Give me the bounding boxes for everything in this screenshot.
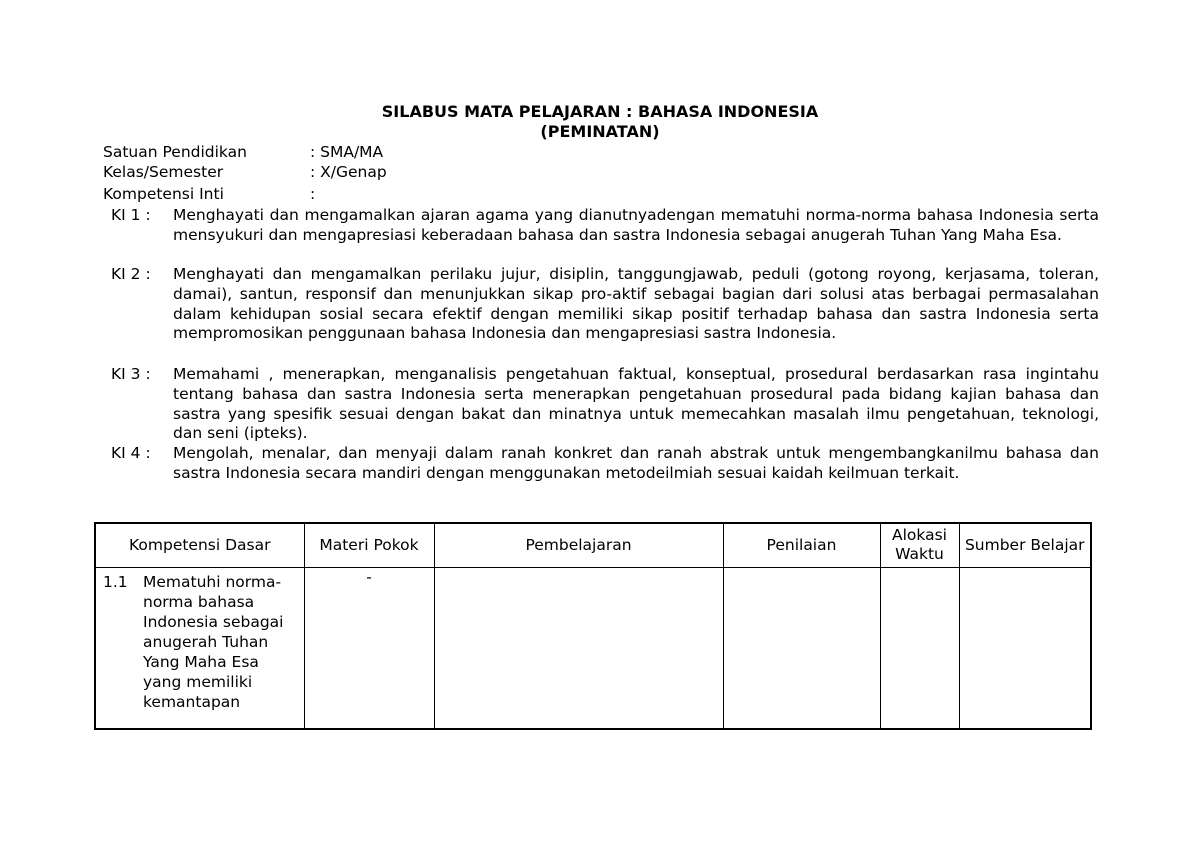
document-subtitle: (PEMINATAN) xyxy=(540,122,660,141)
header-sumber-belajar: Sumber Belajar xyxy=(959,523,1091,567)
ki-text: Menghayati dan mengamalkan perilaku jujur, disiplin, tanggungjawab, peduli (gotong royong, kerjasama, toleran, damai), santun, responsif dan menunjukkan sikap pro-aktif sebagai bagian dari solusi atas berbagai permasalahan dalam kehidupan sosial secara efektif dengan memiliki sikap positif terhadap bahasa dan sastra Indonesia serta mempromosikan penggunaan bahasa Indonesia dan mengapresiasi sastra Indonesia. xyxy=(173,265,1099,343)
cell-penilaian xyxy=(723,567,880,729)
ki-item-2 xyxy=(111,265,1099,344)
header-kompetensi-dasar: Kompetensi Dasar xyxy=(95,523,304,567)
info-label: Kompetensi Inti xyxy=(103,185,224,203)
table-row xyxy=(95,567,1091,729)
syllabus-table xyxy=(94,522,1092,730)
cell-alokasi-waktu xyxy=(880,567,959,729)
document-title: SILABUS MATA PELAJARAN : BAHASA INDONESIA xyxy=(381,102,819,121)
table-header-row xyxy=(95,523,1091,567)
info-label: Kelas/Semester xyxy=(103,163,224,181)
ki-code: KI 4 : xyxy=(111,444,151,462)
ki-item-3 xyxy=(111,365,1099,444)
header-materi-pokok: Materi Pokok xyxy=(304,523,434,567)
header-alokasi-waktu: Alokasi Waktu xyxy=(880,523,959,567)
cell-materi-pokok: - xyxy=(304,567,434,729)
ki-item-1 xyxy=(111,206,1099,246)
info-label: Satuan Pendidikan xyxy=(103,143,247,161)
kd-item xyxy=(96,568,304,712)
ki-text: Mengolah, menalar, dan menyaji dalam ranah konkret dan ranah abstrak untuk mengembangkanilmu bahasa dan sastra Indonesia secara mandiri dengan menggunakan metodeilmiah sesuai kaidah keilmuan terkait. xyxy=(173,444,1099,482)
ki-text: Menghayati dan mengamalkan ajaran agama yang dianutnyadengan mematuhi norma-norma bahasa Indonesia serta mensyukuri dan mengapresiasi keberadaan bahasa dan sastra Indonesia sebagai anugerah Tuhan Yang Maha Esa. xyxy=(173,206,1099,244)
cell-pembelajaran xyxy=(434,567,723,729)
cell-sumber-belajar xyxy=(959,567,1091,729)
header-pembelajaran: Pembelajaran xyxy=(434,523,723,567)
header-penilaian: Penilaian xyxy=(723,523,880,567)
ki-text: Memahami , menerapkan, menganalisis pengetahuan faktual, konseptual, prosedural berdasarkan rasa ingintahu tentang bahasa dan sastra Indonesia serta menerapkan pengetahuan prosedural pada bidang kajian bahasa dan sastra yang spesifik sesuai dengan bakat dan minatnya untuk memecahkan masalah ilmu pengetahuan, teknologi, dan seni (ipteks). xyxy=(173,365,1099,443)
ki-code: KI 1 : xyxy=(111,206,151,224)
cell-kompetensi-dasar xyxy=(95,567,304,729)
info-value: : SMA/MA xyxy=(310,143,384,161)
info-value: : X/Genap xyxy=(310,163,387,181)
ki-code: KI 3 : xyxy=(111,365,151,383)
ki-code: KI 2 : xyxy=(111,265,151,283)
ki-item-4 xyxy=(111,444,1099,484)
info-value: : xyxy=(310,185,316,203)
kd-number: 1.1 xyxy=(103,572,128,591)
kd-text: Mematuhi norma-norma bahasa Indonesia sebagai anugerah Tuhan Yang Maha Esa yang memiliki kemantapan xyxy=(143,572,284,711)
